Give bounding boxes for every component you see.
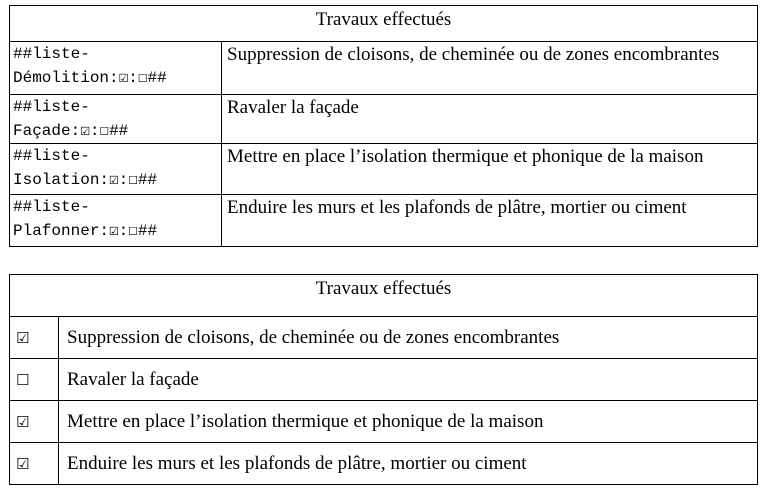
list-tag-key: Plafonner:☑:☐##	[13, 222, 158, 240]
list-tag-prefix: ##liste-	[13, 147, 90, 165]
table-row	[10, 443, 758, 485]
table-row	[10, 195, 758, 247]
task-description: Suppression de cloisons, de cheminée ou de zones encombrantes	[222, 42, 758, 95]
list-tag-prefix: ##liste-	[13, 98, 90, 116]
list-tag-cell	[10, 195, 222, 247]
checkbox-icon[interactable]: ☑	[10, 317, 59, 359]
list-tag-cell	[10, 95, 222, 144]
table-row	[10, 359, 758, 401]
task-description: Ravaler la façade	[222, 95, 758, 144]
list-tag-prefix: ##liste-	[13, 45, 90, 63]
result-table	[9, 274, 758, 485]
table-row	[10, 317, 758, 359]
checkbox-icon[interactable]: ☑	[10, 443, 59, 485]
table-row	[10, 95, 758, 144]
list-tag-key: Façade:☑:☐##	[13, 122, 129, 140]
template-header-row	[10, 6, 758, 42]
list-tag-key: Démolition:☑:☐##	[13, 69, 167, 87]
list-tag-cell	[10, 42, 222, 95]
task-description: Ravaler la façade	[59, 359, 758, 401]
checkbox-icon[interactable]: ☐	[10, 359, 59, 401]
task-description: Suppression de cloisons, de cheminée ou de zones encombrantes	[59, 317, 758, 359]
list-tag-cell	[10, 144, 222, 195]
result-header-row	[10, 275, 758, 317]
result-table-title: Travaux effectués	[10, 275, 758, 317]
task-description: Mettre en place l’isolation thermique et phonique de la maison	[222, 144, 758, 195]
table-row	[10, 401, 758, 443]
task-description: Enduire les murs et les plafonds de plâtre, mortier ou ciment	[222, 195, 758, 247]
checkbox-icon[interactable]: ☑	[10, 401, 59, 443]
table-row	[10, 144, 758, 195]
template-table-title: Travaux effectués	[10, 6, 758, 42]
table-row	[10, 42, 758, 95]
template-table	[9, 5, 758, 247]
list-tag-key: Isolation:☑:☐##	[13, 171, 158, 189]
list-tag-prefix: ##liste-	[13, 198, 90, 216]
task-description: Enduire les murs et les plafonds de plâtre, mortier ou ciment	[59, 443, 758, 485]
task-description: Mettre en place l’isolation thermique et phonique de la maison	[59, 401, 758, 443]
